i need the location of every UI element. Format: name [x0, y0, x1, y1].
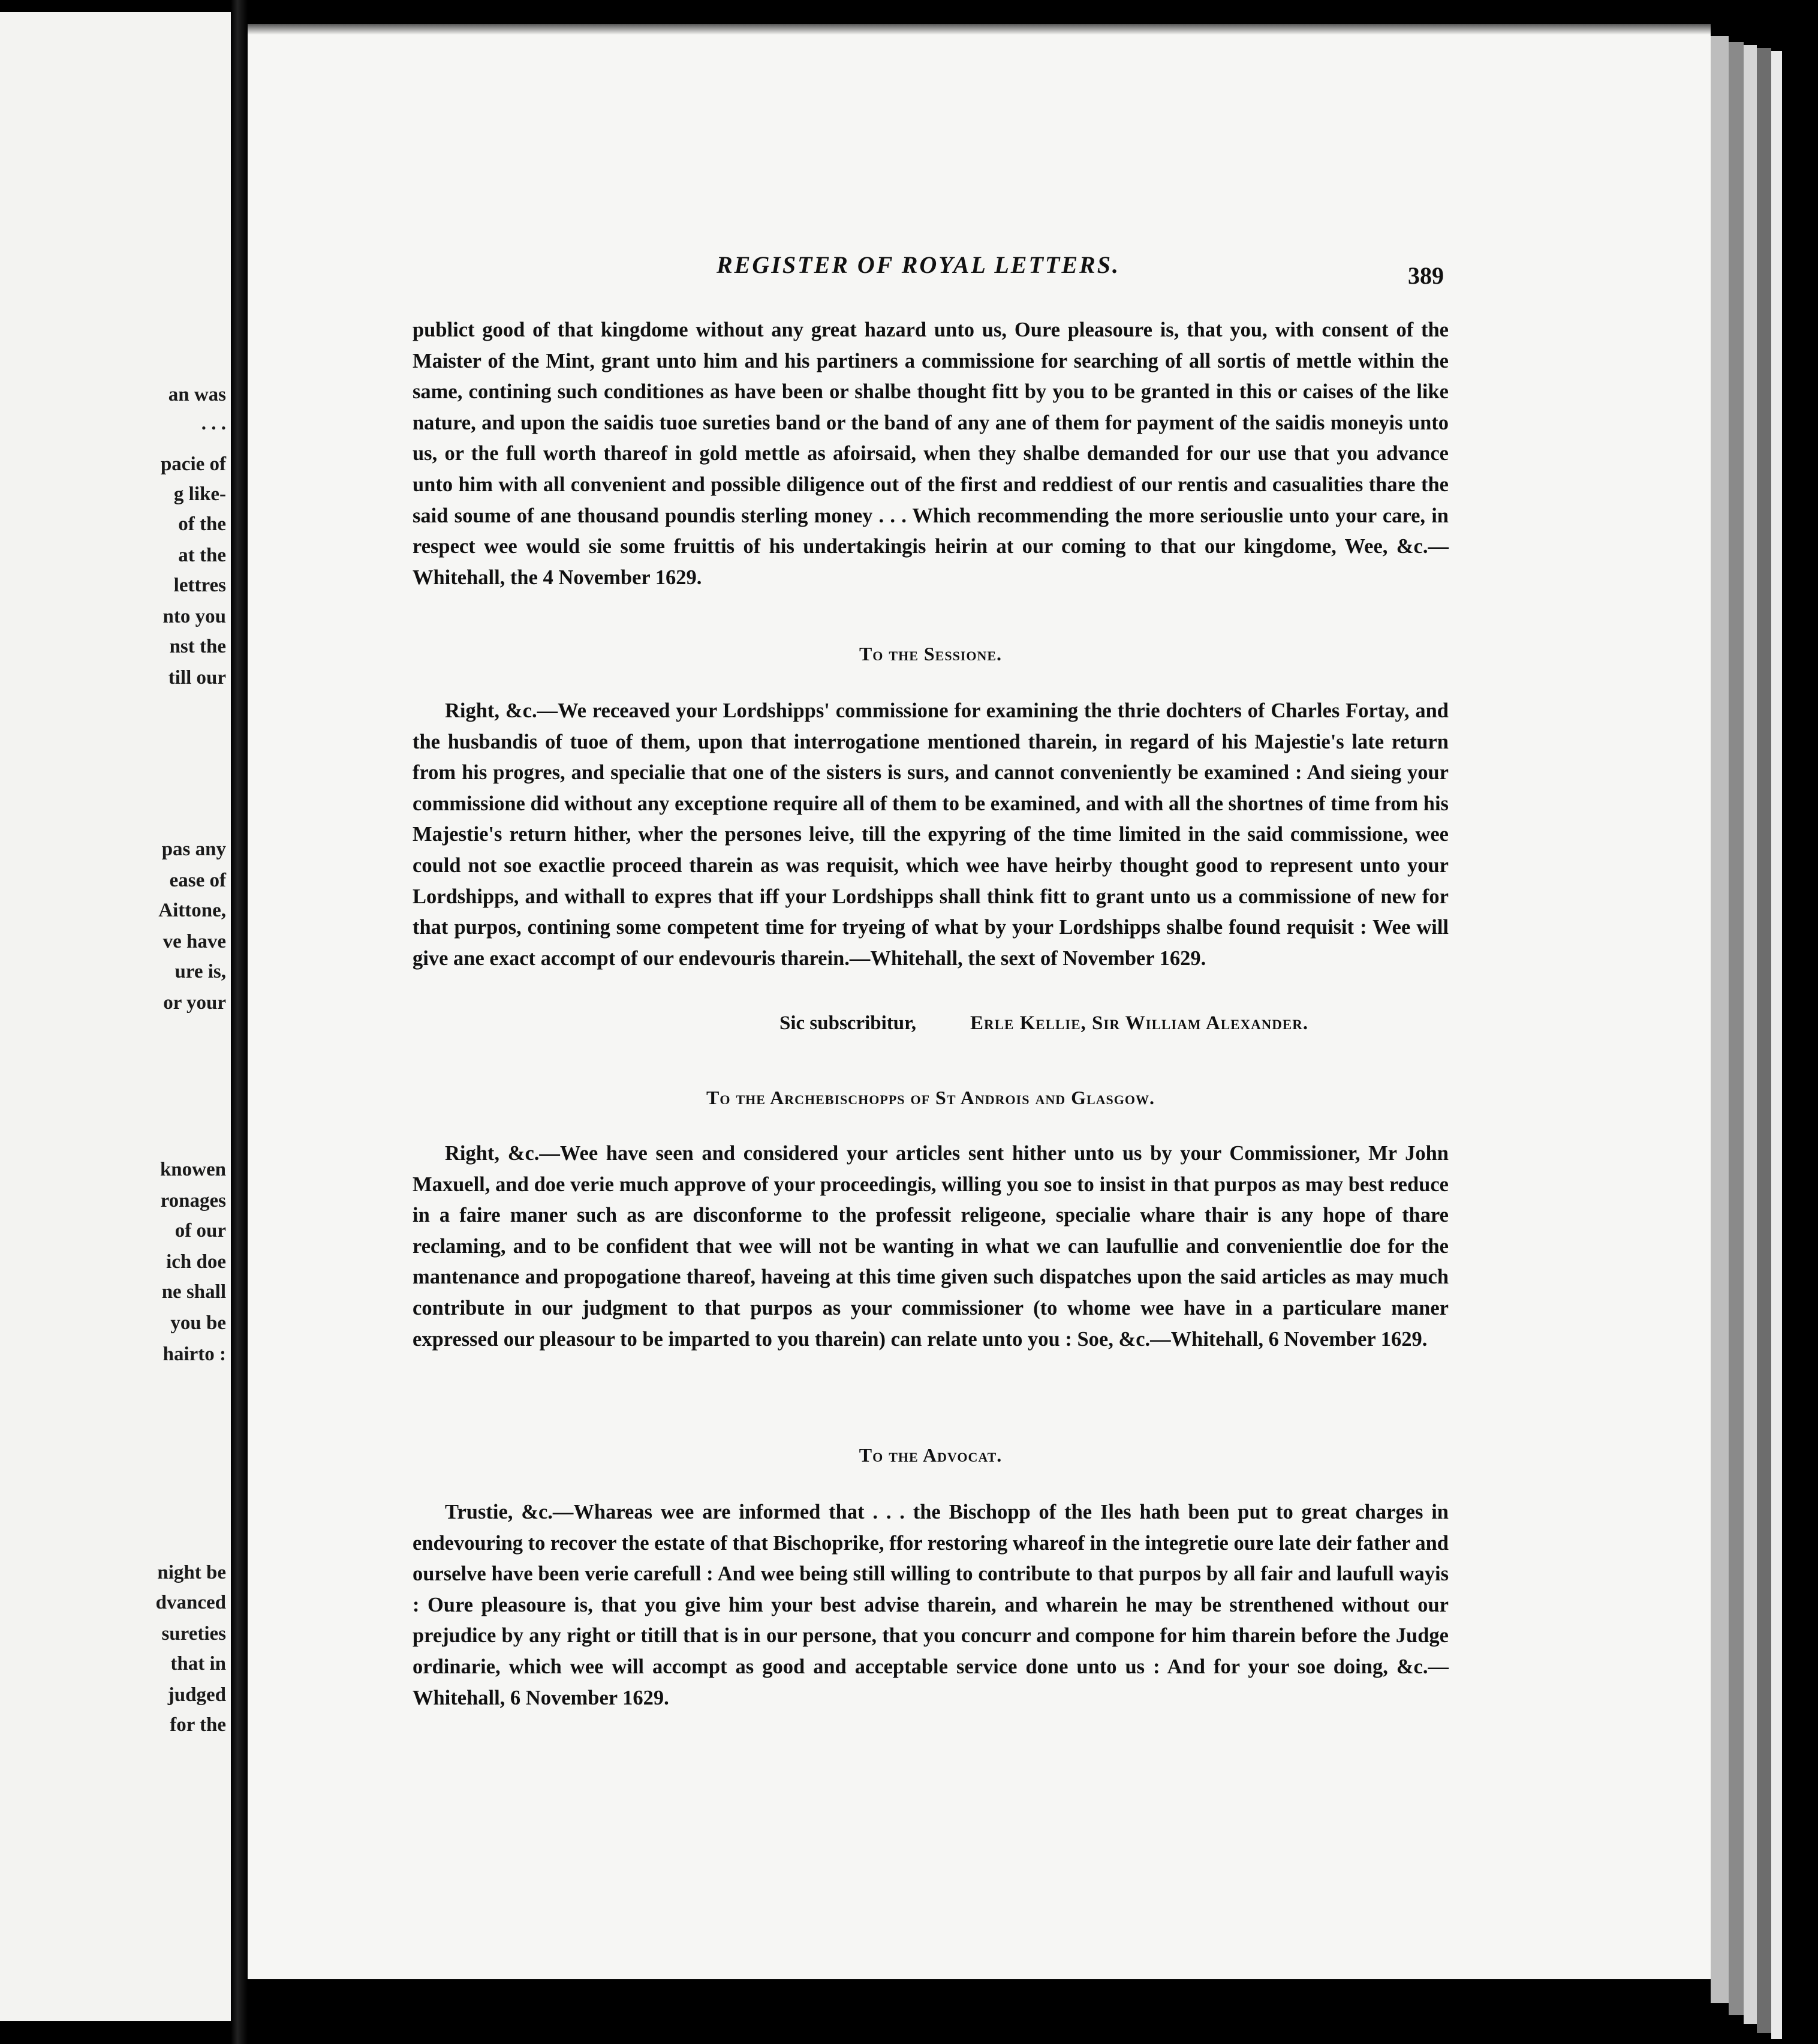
section-heading: To the Sessione. [859, 643, 1003, 665]
left-page-fragment: for the [170, 1714, 226, 1736]
left-page-fragment: night be [157, 1562, 226, 1583]
left-page-fragment: . . . [201, 413, 226, 434]
running-head: REGISTER OF ROYAL LETTERS. [717, 251, 1120, 278]
letter-archebischopps [413, 1138, 1449, 1355]
letter-text: Trustie, &c.—Whareas wee are informed that . . . the Bischopp of the Iles hath been put to great charges in endevouring to recover the estate of that Bischoprike, ffor restoring whareof in the integretie oure late deir father and ourselve have been verie carefull : And wee being still willing to contribute to that purpos by all fair and laufull wayis : Oure pleasoure is, that you give him your best advise tharein, and wharein he may be strenthened without our prejudice by any right or titill that is in our persone, that you concurr and compone for him tharein before the Judge ordinarie, which wee will accompt as good and acceptable service done unto us : And for your soe doing, &c.—Whitehall, 6 November 1629. [413, 1501, 1449, 1709]
left-page-fragment: ich doe [166, 1251, 226, 1273]
section-heading: To the Advocat. [859, 1444, 1003, 1466]
left-page-fragment: lettres [173, 575, 226, 596]
left-page-fragment: dvanced [155, 1592, 226, 1613]
page-number: 389 [1408, 262, 1444, 289]
left-page-fragment: of the [178, 513, 226, 535]
book-gutter [231, 0, 248, 2044]
page-edge [1757, 48, 1771, 2033]
letter-sessione [413, 696, 1449, 974]
left-page-fragment: pacie of [160, 453, 226, 475]
left-page-fragment: g like- [173, 483, 226, 505]
page-edge [1744, 45, 1757, 2024]
left-page-fragment: nst the [169, 636, 226, 657]
left-page-fragment: ease of [169, 870, 226, 891]
left-page-fragment: sureties [161, 1623, 226, 1645]
left-page-fragment: Aittone, [158, 900, 226, 921]
left-page-fragment: judged [167, 1684, 226, 1706]
left-page-fragment: ure is, [174, 961, 226, 982]
letter-text: publict good of that kingdome without any great hazard unto us, Oure pleasoure is, that you, with consent of the Maister of the Mint, grant unto him and his partiners a commissione for searching of all sortis of mettle within the same, contining such conditiones as have been or shalbe thought fitt by you to be granted in this or caises of the like nature, and upon the saidis tuoe sureties band or the band of any ane of them for payment of the saidis moneyis unto us, or the full worth thareof in gold mettle as afoirsaid, when they shalbe demanded for our use that you advance unto him with all convenient and possible diligence out of the first and reddiest of our rentis and casualities thare the said soume of ane thousand poundis sterling money . . . Which recommending the more seriouslie unto your care, in respect wee would sie some fruittis of his undertakingis heirin at our coming to that our kingdome, Wee, &c.—Whitehall, the 4 November 1629. [413, 318, 1449, 589]
letter-continuation [413, 315, 1449, 593]
left-page-fragment: knowen [159, 1159, 226, 1180]
subscription-label: Sic subscribitur, [779, 1012, 917, 1034]
left-page-fragment: ne shall [161, 1281, 226, 1303]
left-page-fragment: ve have [162, 931, 226, 952]
section-heading: To the Archebischopps of St Androis and Glasgow. [706, 1087, 1155, 1108]
page-edge [1711, 36, 1729, 2003]
left-page-fragment: hairto : [162, 1343, 226, 1365]
left-page-fragment: nto you [162, 606, 226, 627]
letter-text: Right, &c.—We receaved your Lordshipps' commissione for examining the thrie dochters of Charles Fortay, and the husbandis of tuoe of them, upon that interrogatione mentioned tharein, in regard of his Majestie's late return from his progres, and specialie that one of the sisters is surs, and cannot conveniently be examined : And sieing your commissione did without any exceptione require all of them to be examined, and with all the shortnes of time from his Majestie's return hither, wher the persones leive, till the expyring of the time limited in the said commissione, wee could not soe exactlie proceed tharein as was requisit, which wee have heirby thought good to represent unto your Lordshipps, and withall to expres that iff your Lordshipps shall think fitt to grant unto us a commissione of new for that purpos, contining some competent time for tryeing of what by your Lordshipps shalbe found requisit : Wee will give ane exact accompt of our endevouris tharein.—Whitehall, the sext of November 1629. [413, 699, 1449, 970]
subscription [779, 1012, 1308, 1035]
left-page-fragment: till our [168, 667, 226, 689]
subscription-names: Erle Kellie, Sir William Alexander. [970, 1012, 1309, 1034]
left-page-fragment: pas any [161, 838, 226, 860]
page-edge [1729, 42, 1744, 2015]
page-top-shadow [248, 24, 1711, 35]
letter-advocat [413, 1497, 1449, 1714]
letter-text: Right, &c.—Wee have seen and considered your articles sent hither unto us by your Commissioner, Mr John Maxuell, and doe verie much approve of your proceedingis, willing you soe to insist in that purpos as may best reduce in a faire maner such as are disconforme to the professit religeone, specialie whare thair is any hope of thare reclaming, and to be confident that wee will not be wanting in what we can laufullie and convenientlie doe for the mantenance and propogatione thareof, haveing at this time given such dispatches upon the said articles as may much contribute in our judgment to that purpos as your commissioner (to whome wee have in a particulare maner expressed our pleasour to be imparted to you tharein) can relate unto you : Soe, &c.—Whitehall, 6 November 1629. [413, 1142, 1449, 1351]
left-facing-page [0, 12, 231, 2021]
left-page-fragment: ronages [160, 1190, 226, 1212]
left-page-fragment: or your [163, 992, 226, 1014]
left-page-fragment: you be [170, 1312, 226, 1334]
left-page-fragment: that in [170, 1653, 226, 1675]
page-edge [1771, 51, 1782, 2039]
left-page-fragment: of our [174, 1220, 226, 1242]
left-page-fragment: at the [178, 545, 226, 566]
left-page-fragment: an was [168, 384, 226, 405]
